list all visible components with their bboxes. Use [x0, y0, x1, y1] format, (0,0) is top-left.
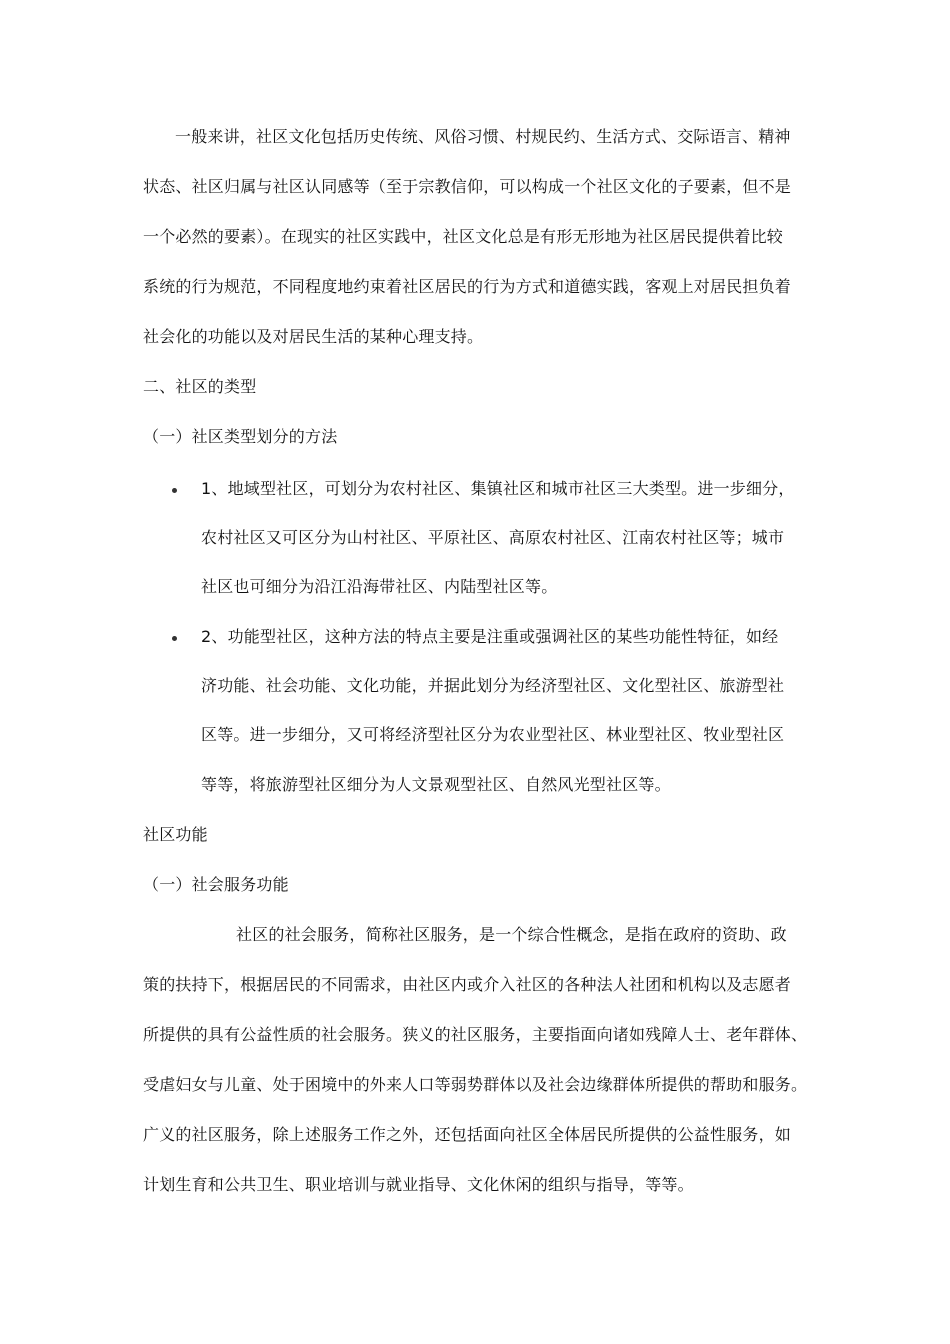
bullet-line: 等等，将旅游型社区细分为人文景观型社区、自然风光型社区等。 [201, 775, 671, 794]
bullet-line: 1、地域型社区，可划分为农村社区、集镇社区和城市社区三大类型。进一步细分， [201, 479, 795, 498]
bullet-line: 社区也可细分为沿江沿海带社区、内陆型社区等。 [201, 577, 558, 596]
bullet-line: 区等。进一步细分，又可将经济型社区分为农业型社区、林业型社区、牧业型社区 [201, 725, 785, 744]
service-line: 社区的社会服务，简称社区服务，是一个综合性概念，是指在政府的资助、政 [236, 925, 787, 944]
section-heading-functions: 社区功能 [143, 825, 208, 844]
bullet-line: 济功能、社会功能、文化功能，并据此划分为经济型社区、文化型社区、旅游型社 [201, 676, 785, 695]
service-line: 策的扶持下，根据居民的不同需求，由社区内或介入社区的各种法人社团和机构以及志愿者 [143, 975, 792, 994]
intro-line: 系统的行为规范，不同程度地约束着社区居民的行为方式和道德实践，客观上对居民担负着 [143, 277, 792, 296]
bullet-marker [172, 488, 177, 493]
bullet-line: 2、功能型社区，这种方法的特点主要是注重或强调社区的某些功能性特征，如经 [201, 627, 779, 646]
service-line: 广义的社区服务，除上述服务工作之外，还包括面向社区全体居民所提供的公益性服务，如 [143, 1125, 792, 1144]
service-line: 所提供的具有公益性质的社会服务。狭义的社区服务，主要指面向诸如残障人士、老年群体、 [143, 1025, 808, 1044]
subheading-methods: （一）社区类型划分的方法 [143, 427, 338, 446]
service-line: 计划生育和公共卫生、职业培训与就业指导、文化休闲的组织与指导，等等。 [143, 1175, 694, 1194]
intro-line: 一个必然的要素）。在现实的社区实践中，社区文化总是有形无形地为社区居民提供着比较 [143, 227, 784, 246]
intro-line: 社会化的功能以及对居民生活的某种心理支持。 [143, 327, 484, 346]
bullet-line: 农村社区又可区分为山村社区、平原社区、高原农村社区、江南农村社区等；城市 [201, 528, 785, 547]
bullet-marker [172, 636, 177, 641]
subheading-service: （一）社会服务功能 [143, 875, 289, 894]
intro-line: 一般来讲，社区文化包括历史传统、风俗习惯、村规民约、生活方式、交际语言、精神 [175, 127, 791, 146]
section-heading-types: 二、社区的类型 [143, 377, 257, 396]
intro-line: 状态、社区归属与社区认同感等（至于宗教信仰，可以构成一个社区文化的子要素，但不是 [143, 177, 792, 196]
service-line: 受虐妇女与儿童、处于困境中的外来人口等弱势群体以及社会边缘群体所提供的帮助和服务。 [143, 1075, 808, 1094]
